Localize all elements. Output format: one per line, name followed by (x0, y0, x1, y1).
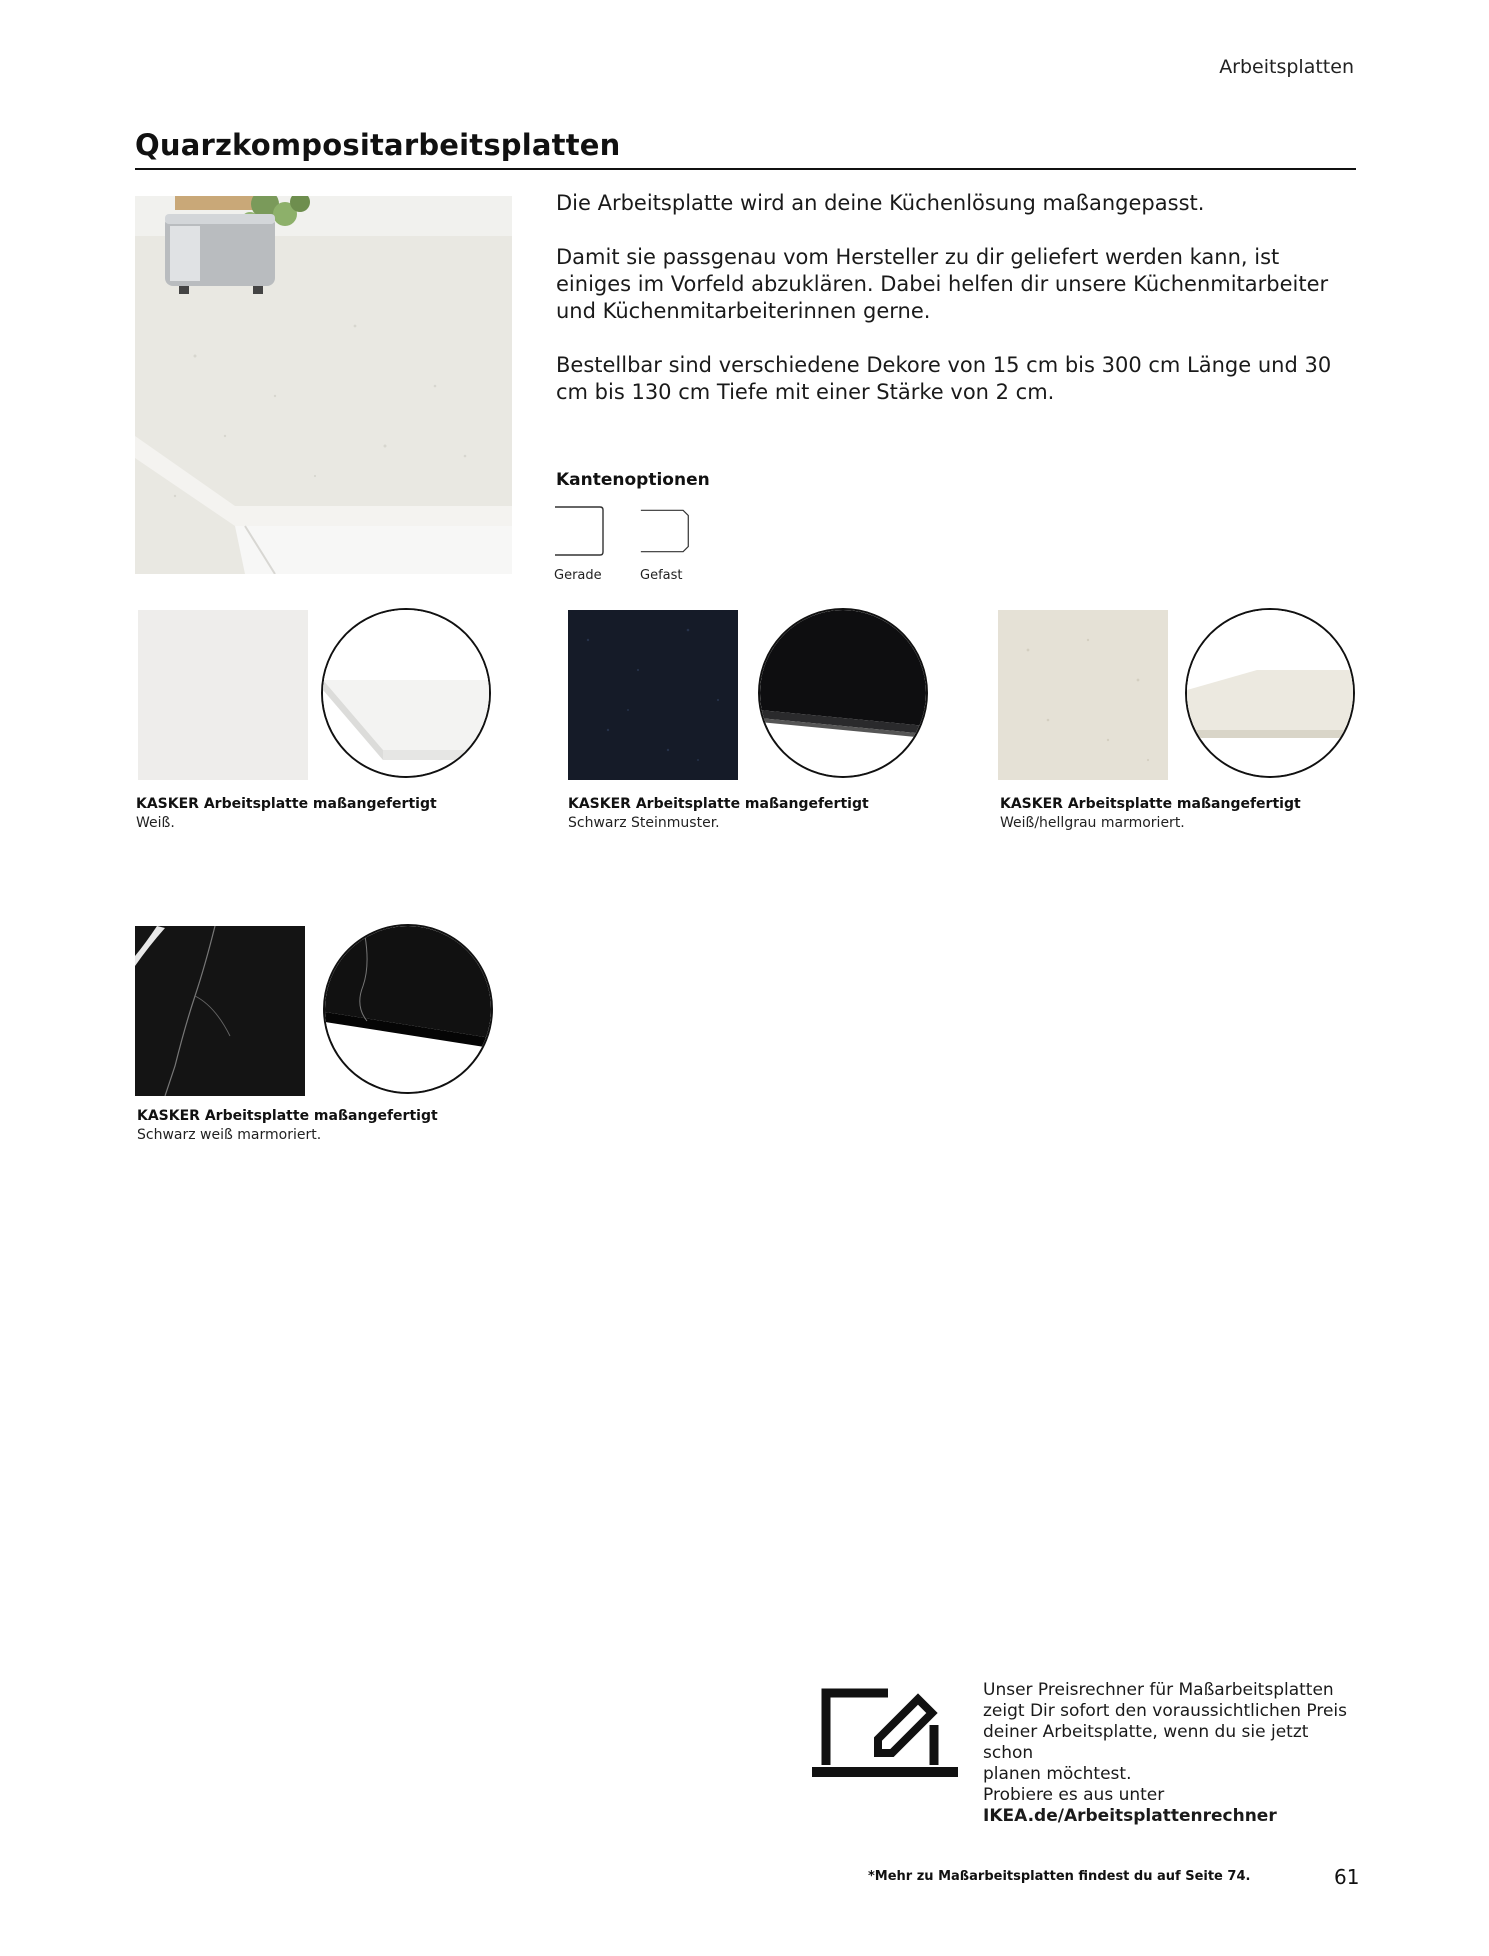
title-divider (135, 168, 1356, 170)
calculator-line: deiner Arbeitsplatte, wenn du sie jetzt schon (983, 1722, 1309, 1763)
product-edge-view (758, 608, 928, 778)
laptop-pencil-icon (812, 1683, 958, 1783)
product-swatch (998, 610, 1168, 780)
stone-texture-icon (568, 610, 738, 780)
page-title: Quarzkompositarbeitsplatten (135, 128, 621, 162)
calculator-line: Probiere es aus unter (983, 1785, 1165, 1805)
edge-detail-icon (1187, 610, 1353, 776)
product-edge-view (323, 924, 493, 1094)
product-swatch (135, 926, 305, 1096)
edge-detail-icon (760, 610, 926, 776)
product-swatch (138, 610, 308, 780)
product-name: KASKER Arbeitsplatte maßangefertigt (136, 796, 437, 812)
intro-paragraph-2: Damit sie passgenau vom Hersteller zu dir geliefert werden kann, ist einiges im Vorfeld abzuklären. Dabei helfen dir unsere Küchenmitarbeiter und Küchenmitarbeiterinnen gerne. (556, 245, 1329, 323)
edge-option-label: Gerade (554, 568, 602, 583)
kitchen-countertop-photo (135, 196, 512, 574)
product-swatch (568, 610, 738, 780)
marble-texture-icon (998, 610, 1168, 780)
calculator-line: zeigt Dir sofort den voraussichtlichen Preis (983, 1701, 1347, 1721)
edge-detail-icon (325, 926, 491, 1092)
product-description: Weiß. (136, 815, 175, 831)
edge-detail-icon (323, 610, 489, 776)
straight-edge-icon (554, 506, 604, 556)
product-name: KASKER Arbeitsplatte maßangefertigt (137, 1108, 438, 1124)
price-calculator-link[interactable]: IKEA.de/Arbeitsplattenrechner (983, 1806, 1277, 1826)
product-description: Weiß/hellgrau marmoriert. (1000, 815, 1185, 831)
product-description: Schwarz weiß marmoriert. (137, 1127, 322, 1143)
intro-paragraph-1: Die Arbeitsplatte wird an deine Küchenlösung maßangepasst. (556, 191, 1205, 215)
intro-paragraph-3: Bestellbar sind verschiedene Dekore von 15 cm bis 300 cm Länge und 30 cm bis 130 cm Tiefe mit einer Stärke von 2 cm. (556, 353, 1332, 404)
hero-countertop-image (135, 196, 512, 574)
edge-options-title: Kantenoptionen (556, 470, 710, 490)
edge-option-straight (554, 506, 604, 583)
calculator-line: planen möchtest. (983, 1764, 1132, 1784)
page-number: 61 (1334, 1865, 1360, 1889)
calculator-line: Unser Preisrechner für Maßarbeitsplatten (983, 1680, 1334, 1700)
edge-option-label: Gefast (640, 568, 683, 583)
product-edge-view (321, 608, 491, 778)
product-description: Schwarz Steinmuster. (568, 815, 720, 831)
chamfered-edge-icon (640, 506, 690, 556)
black-marble-texture-icon (135, 926, 305, 1096)
footnote: *Mehr zu Maßarbeitsplatten findest du auf Seite 74. (868, 1869, 1251, 1884)
edge-option-chamfered (640, 506, 690, 583)
intro-text (556, 190, 1336, 433)
product-name: KASKER Arbeitsplatte maßangefertigt (568, 796, 869, 812)
price-calculator-text (983, 1680, 1363, 1827)
product-name: KASKER Arbeitsplatte maßangefertigt (1000, 796, 1301, 812)
product-edge-view (1185, 608, 1355, 778)
section-label: Arbeitsplatten (1219, 56, 1354, 78)
